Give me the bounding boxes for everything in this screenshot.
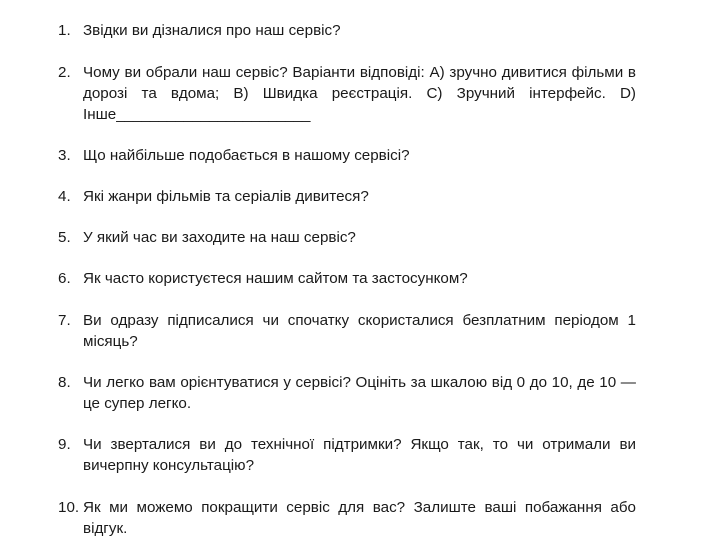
- question-text: У який час ви заходите на наш сервіс?: [83, 229, 356, 246]
- question-number: 8.: [58, 374, 71, 391]
- question-text: Звідки ви дізналися про наш сервіс?: [83, 22, 341, 39]
- question-item: [58, 310, 636, 352]
- question-number: 1.: [58, 22, 71, 39]
- question-text: Чому ви обрали наш сервіс? Варіанти відповіді: А) зручно дивитися фільми в дорозі та вдома; В) Швидка реєстрація. С) Зручний інтерфейс. D) Інше_______________________: [83, 64, 636, 123]
- question-number: 4.: [58, 188, 71, 205]
- question-item: [58, 268, 636, 289]
- question-number: 9.: [58, 436, 71, 453]
- question-number: 7.: [58, 312, 71, 329]
- question-item: [58, 145, 636, 166]
- question-text: Як ми можемо покращити сервіс для вас? Залиште ваші побажання або відгук.: [83, 499, 636, 537]
- question-item: [58, 186, 636, 207]
- question-text: Які жанри фільмів та серіалів дивитеся?: [83, 188, 369, 205]
- question-item: [58, 20, 636, 41]
- question-number: 3.: [58, 147, 71, 164]
- question-item: [58, 62, 636, 125]
- question-text: Чи зверталися ви до технічної підтримки? Якщо так, то чи отримали ви вичерпну консультацію?: [83, 436, 636, 474]
- question-text: Ви одразу підписалися чи спочатку скористалися безплатним періодом 1 місяць?: [83, 312, 636, 350]
- question-item: [58, 434, 636, 476]
- question-number: 2.: [58, 64, 71, 81]
- question-text: Чи легко вам орієнтуватися у сервісі? Оцініть за шкалою від 0 до 10, де 10 — це супер легко.: [83, 374, 636, 412]
- question-item: [58, 372, 636, 414]
- question-item: [58, 227, 636, 248]
- question-number: 5.: [58, 229, 71, 246]
- question-text: Що найбільше подобається в нашому сервісі?: [83, 147, 410, 164]
- question-text: Як часто користуєтеся нашим сайтом та застосунком?: [83, 270, 468, 287]
- question-number: 6.: [58, 270, 71, 287]
- question-item: [58, 497, 636, 539]
- question-number: 10.: [58, 499, 80, 516]
